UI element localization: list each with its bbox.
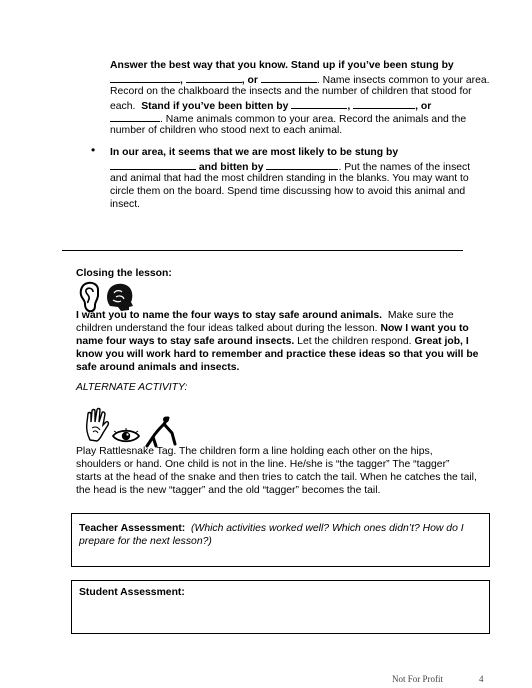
alternate-line-3: starts at the head of the snake and then tries to catch the tail. When he catches the tail, <box>76 472 477 483</box>
instruction-line-2: , , or . Name insects common to your area. <box>110 73 490 88</box>
blank-animal-2 <box>353 99 415 109</box>
head-icon <box>104 281 136 313</box>
alternate-line-1: Play Rattlesnake Tag. The children form a line holding each other on the hips, <box>76 446 433 457</box>
closing-line-1: I want you to name the four ways to stay safe around animals. Make sure the <box>76 310 454 321</box>
instruction-line-4: each. Stand if you’ve been bitten by , , or <box>110 101 432 112</box>
bullet-marker: • <box>91 143 96 157</box>
student-assessment-label: Student Assessment: <box>79 587 185 598</box>
instruction-line-5: . Name animals common to your area. Record the animals and the <box>110 112 466 127</box>
blank-animal-most <box>266 160 338 170</box>
teacher-assessment-line-1: Teacher Assessment: (Which activities worked well? Which ones didn’t? How do I <box>79 523 464 534</box>
instruction-line-3: Record on the chalkboard the insects and the number of children that stood for <box>110 86 472 97</box>
hand-icon <box>84 408 110 442</box>
blank-insect-most <box>110 160 196 170</box>
stretching-figure-icon <box>142 416 178 448</box>
eye-icon <box>112 428 140 444</box>
closing-line-3: name four ways to stay safe around insects. Let the children respond. Great job, I <box>76 336 469 347</box>
bullet-line-5: insect. <box>110 199 141 210</box>
instruction-line-6: number of children who stood next to each animal. <box>110 125 343 136</box>
bullet-line-3: and animal that had the most children standing in the blanks. You may want to <box>110 173 469 184</box>
blank-insect-1 <box>110 73 180 83</box>
bullet-line-1: In our area, it seems that we are most likely to be stung by <box>110 147 399 158</box>
blank-insect-2 <box>186 73 242 83</box>
student-assessment-box[interactable] <box>71 580 490 634</box>
closing-line-4: know you will work hard to remember and practice these ideas so that you will be <box>76 349 479 360</box>
closing-line-2: children understand the four ideas talked about during the lesson. Now I want you to <box>76 323 469 334</box>
closing-heading: Closing the lesson: <box>76 268 172 279</box>
blank-animal-3 <box>110 112 160 122</box>
instruction-line-1: Answer the best way that you know. Stand up if you’ve been stung by <box>110 60 454 71</box>
teacher-assessment-box[interactable] <box>71 513 490 567</box>
bullet-line-4: circle them on the board. Spend time discussing how to avoid this animal and <box>110 186 466 197</box>
teacher-assessment-line-2: prepare for the next lesson?) <box>79 536 212 547</box>
blank-insect-3 <box>261 73 317 83</box>
bullet-line-2: and bitten by . Put the names of the insect <box>110 160 470 175</box>
blank-animal-1 <box>291 99 347 109</box>
alternate-line-2: shoulders or hand. One child is not in the line. He/she is “the tagger” The “tagger” <box>76 459 450 470</box>
footer-text: Not For Profit <box>392 674 444 684</box>
section-divider <box>62 250 463 251</box>
page-number: 4 <box>479 674 484 684</box>
alternate-line-4: the head is the new “tagger” and the old “tagger” becomes the tail. <box>76 485 381 496</box>
alternate-heading: ALTERNATE ACTIVITY: <box>76 382 188 393</box>
closing-line-5: safe around animals and insects. <box>76 362 240 373</box>
